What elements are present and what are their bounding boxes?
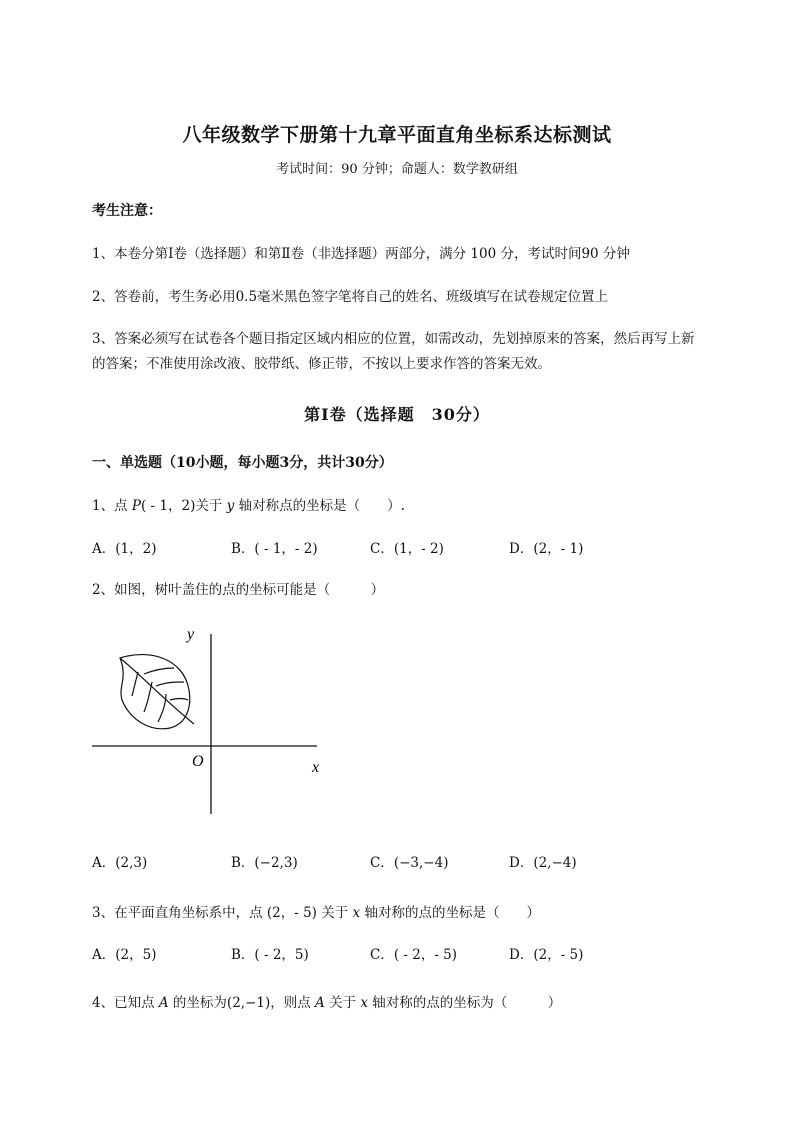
note-item-3-continued: 的答案；不准使用涂改液、胶带纸、修正带，不按以上要求作答的答案无效。 xyxy=(92,356,551,372)
question-4-stem: 4、已知点 A 的坐标为(2,−1)，则点 A 关于 x 轴对称的点的坐标为（ ） xyxy=(92,995,562,1011)
question-3-option-c[interactable]: C．( - 2，- 5) xyxy=(370,947,458,963)
note-item-1: 1、本卷分第Ⅰ卷（选择题）和第Ⅱ卷（非选择题）两部分，满分 100 分，考试时间90 分钟 xyxy=(92,246,630,262)
question-3-option-d[interactable]: D．(2，- 5) xyxy=(509,947,584,963)
question-2-option-a[interactable]: A．(2,3) xyxy=(92,855,148,871)
question-3-stem: 3、在平面直角坐标系中，点 (2，- 5) 关于 x 轴对称的点的坐标是（ ） xyxy=(92,905,540,921)
note-item-3: 3、答案必须写在试卷各个题目指定区域内相应的位置，如需改动，先划掉原来的答案，然后再写上新 xyxy=(92,331,695,347)
page-title: 八年级数学下册第十九章平面直角坐标系达标测试 xyxy=(182,124,612,146)
question-1-option-a[interactable]: A．(1，2) xyxy=(92,541,157,557)
question-1-stem: 1、点 P( - 1，2)关于 y 轴对称点的坐标是（ ）. xyxy=(92,498,405,514)
coordinate-figure xyxy=(92,620,342,820)
x-axis-label: x xyxy=(312,759,320,776)
note-item-2: 2、答卷前，考生务必用0.5毫米黑色签字笔将自己的姓名、班级填写在试卷规定位置上 xyxy=(92,289,609,305)
section-title: 第Ⅰ卷（选择题 30分） xyxy=(304,405,490,424)
question-3-option-b[interactable]: B．( - 2，5) xyxy=(231,947,309,963)
y-axis-label: y xyxy=(187,626,195,643)
part-heading: 一、单选题（10小题，每小题3分，共计30分） xyxy=(92,455,393,471)
leaf-icon xyxy=(120,655,194,729)
exam-info: 考试时间：90 分钟；命题人：数学教研组 xyxy=(276,162,518,177)
question-1-option-b[interactable]: B．( - 1，- 2) xyxy=(231,541,318,557)
question-1-option-d[interactable]: D．(2，- 1) xyxy=(509,541,584,557)
question-2-option-b[interactable]: B．(−2,3) xyxy=(231,855,298,871)
question-1-option-c[interactable]: C．(1，- 2) xyxy=(370,541,444,557)
question-2-stem: 2、如图，树叶盖住的点的坐标可能是（ ） xyxy=(92,582,385,598)
question-3-option-a[interactable]: A．(2，5) xyxy=(92,947,157,963)
origin-label: O xyxy=(192,753,204,770)
question-2-option-c[interactable]: C．(−3,−4) xyxy=(370,855,449,871)
question-2-option-d[interactable]: D．(2,−4) xyxy=(509,855,577,871)
notes-heading: 考生注意： xyxy=(92,203,162,219)
